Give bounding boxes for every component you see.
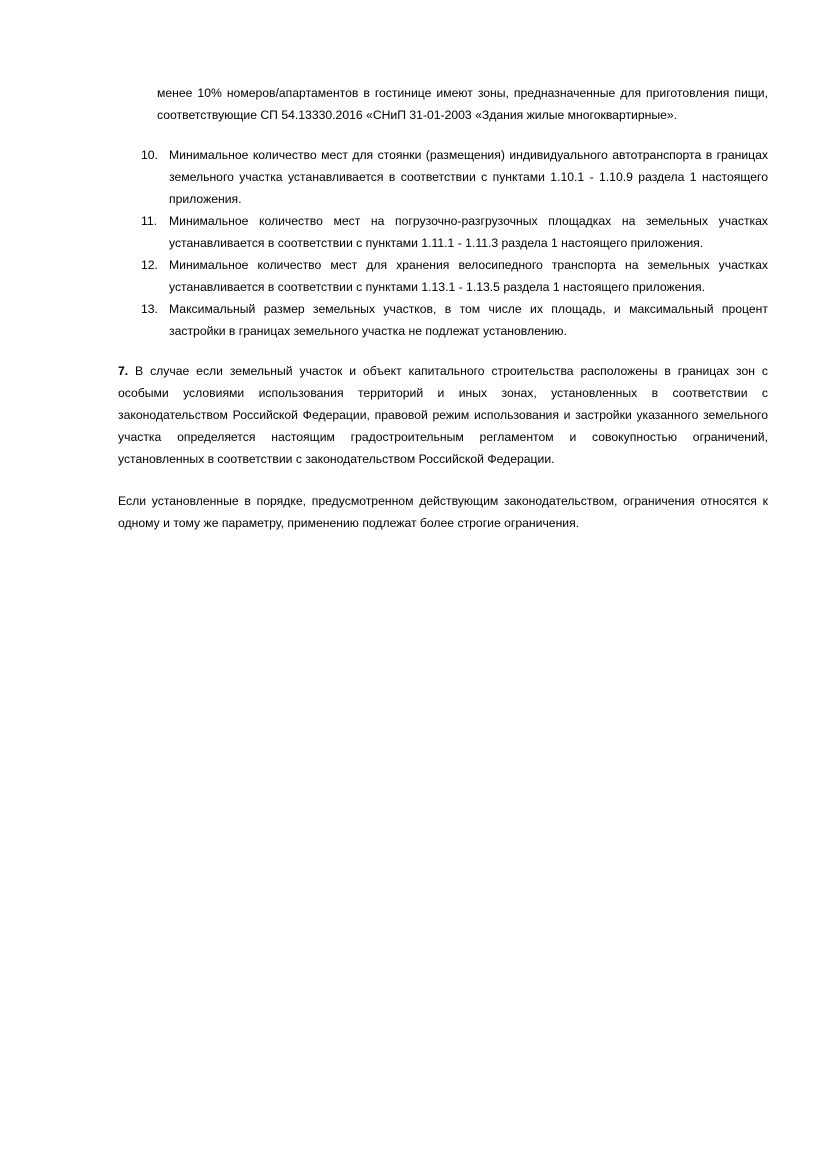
list-item-text: Минимальное количество мест для хранения велосипедного транспорта на земельных участках устанавливается в соответствии с пунктами 1.13.1 - 1.13.5 раздела 1 настоящего приложения. [169,258,768,294]
list-item-text: Минимальное количество мест на погрузочно-разгрузочных площадках на земельных участках устанавливается в соответствии с пунктами 1.11.1 - 1.11.3 раздела 1 настоящего приложения. [169,214,768,250]
list-item-13 [0,298,826,342]
list-item-number: 10. [141,148,158,162]
list-item-number: 13. [141,302,158,316]
list-item-12 [0,254,826,298]
paragraph-7-number: 7. [118,364,129,378]
list-item-text: Минимальное количество мест для стоянки (размещения) индивидуального автотранспорта в границах земельного участка устанавливается в соответствии с пунктами 1.10.1 - 1.10.9 раздела 1 настоящего приложения. [169,148,768,206]
final-paragraph: Если установленные в порядке, предусмотренном действующим законодательством, ограничения относятся к одному и тому же параметру, применению подлежат более строгие ограничения. [118,494,768,530]
list-item-10 [0,144,826,210]
list-item-text: Максимальный размер земельных участков, в том числе их площадь, и максимальный процент застройки в границах земельного участка не подлежат установлению. [169,302,768,338]
list-item-11 [0,210,826,254]
continuation-paragraph: менее 10% номеров/апартаментов в гостинице имеют зоны, предназначенные для приготовления пищи, соответствующие СП 54.13330.2016 «СНиП 31-01-2003 «Здания жилые многоквартирные». [157,86,768,122]
list-item-number: 11. [141,214,158,228]
numbered-list [0,144,826,342]
list-item-number: 12. [141,258,158,272]
paragraph-7 [118,360,768,470]
paragraph-7-text: В случае если земельный участок и объект капитального строительства расположены в границах зон с особыми условиями использования территорий и иных зонах, установленных в соответствии с законодательством Российской Федерации, правовой режим использования и застройки указанного земельного участка определяется настоящим градостроительным регламентом и совокупностью ограничений, установленных в соответствии с законодательством Российской Федерации. [118,364,768,466]
